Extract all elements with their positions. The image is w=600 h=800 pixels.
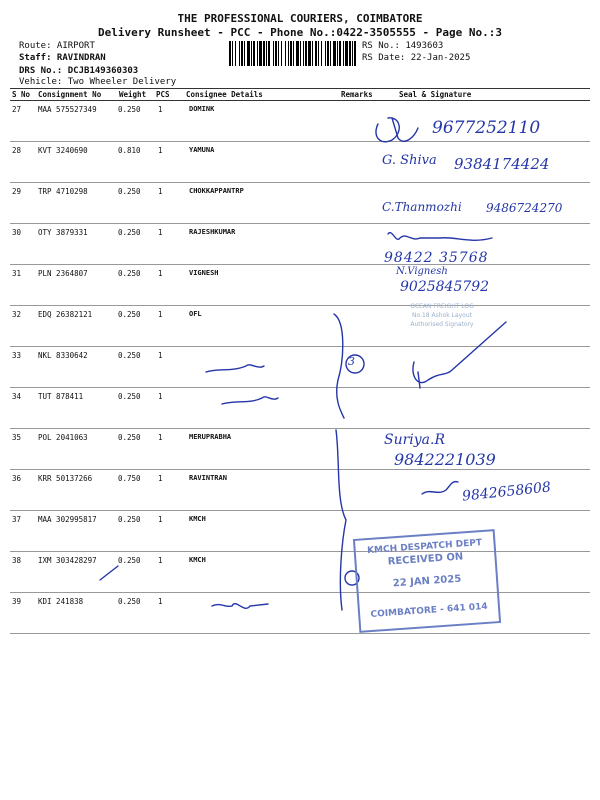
row-pcs: 1 [158, 105, 163, 114]
r29-phone-handwritten: 9486724270 [486, 201, 563, 215]
col-pcs: PCS [156, 90, 170, 99]
row-sno: 27 [12, 105, 22, 114]
col-consignment: Consignment No [38, 90, 102, 99]
seal-text-1: OCEAN FREIGHT LOG [410, 303, 474, 310]
row-weight: 0.250 [118, 556, 141, 565]
col-sno: S No [12, 90, 31, 99]
row-pcs: 1 [158, 228, 163, 237]
row-consignment: TUT 878411 [38, 392, 84, 401]
row-weight: 0.750 [118, 474, 141, 483]
seal-text-2: No.18 Ashok Layout [412, 312, 472, 319]
remark-circled-number: 3 [348, 355, 355, 368]
route-label: Route: AIRPORT [19, 41, 95, 51]
row-pcs: 1 [158, 515, 163, 524]
row-consignment: MAA 302995817 [38, 515, 97, 524]
row-consignee: KMCH [189, 515, 206, 523]
r27-signature-scribble [376, 118, 418, 142]
row-pcs: 1 [158, 187, 163, 196]
col-signature: Seal & Signature [399, 90, 472, 99]
row-weight: 0.250 [118, 597, 141, 606]
row-consignee: DOMINK [189, 105, 215, 113]
row-consignee: VIGNESH [189, 269, 219, 277]
row-consignment: KVT 3240690 [38, 146, 88, 155]
r29-name-handwritten: C.Thanmozhi [382, 200, 462, 214]
r39-dash-mark [212, 604, 268, 609]
row-sno: 31 [12, 269, 22, 278]
r31-phone-handwritten: 9025845792 [400, 279, 490, 295]
row-pcs: 1 [158, 433, 163, 442]
row-weight: 0.250 [118, 269, 141, 278]
r33-dash-mark [206, 365, 264, 372]
stamp-date: 22 JAN 2025 [392, 573, 462, 590]
remark-circle [346, 355, 364, 373]
r30-signature-scribble [388, 233, 492, 241]
row-consignee: YAMUNA [189, 146, 215, 154]
row-weight: 0.810 [118, 146, 141, 155]
row-pcs: 1 [158, 146, 163, 155]
row-sno: 28 [12, 146, 22, 155]
row-sno: 37 [12, 515, 22, 524]
row-weight: 0.250 [118, 310, 141, 319]
row-consignment: OTY 3879331 [38, 228, 88, 237]
row-weight: 0.250 [118, 515, 141, 524]
runsheet-subtitle: Delivery Runsheet - PCC - Phone No.:0422-3505555 - Page No.:3 [98, 26, 502, 39]
r35-phone-handwritten: 9842221039 [394, 450, 496, 469]
row-consignee: RAJESHKUMAR [189, 228, 236, 236]
row-pcs: 1 [158, 269, 163, 278]
r28-phone-handwritten: 9384174424 [454, 155, 550, 173]
row-pcs: 1 [158, 351, 163, 360]
row-sno: 39 [12, 597, 22, 606]
row-consignee: OFL [189, 310, 202, 318]
row-sno: 29 [12, 187, 22, 196]
stamp-line-1: KMCH DESPATCH DEPT [366, 538, 483, 557]
vehicle-label: Vehicle: Two Wheeler Delivery [19, 77, 177, 87]
row-sno: 36 [12, 474, 22, 483]
r34-dash-mark [222, 397, 278, 404]
row-weight: 0.250 [118, 351, 141, 360]
row-sno: 30 [12, 228, 22, 237]
row-weight: 0.250 [118, 187, 141, 196]
row-consignment: IXM 303428297 [38, 556, 97, 565]
seal-text-3: Authorised Signatory [410, 321, 474, 328]
row-weight: 0.250 [118, 433, 141, 442]
stamp-city: COIMBATORE - 641 014 [370, 601, 488, 621]
row-weight: 0.250 [118, 228, 141, 237]
r31-name-handwritten: N.Vignesh [396, 266, 448, 277]
row-sno: 38 [12, 556, 22, 565]
row-consignee: CHOKKAPPANTRP [189, 187, 244, 195]
row-consignment: PLN 2364807 [38, 269, 88, 278]
row-consignment: POL 2041063 [38, 433, 88, 442]
row-consignment: MAA 575527349 [38, 105, 97, 114]
r38-tick [100, 566, 118, 580]
row-consignee: MERUPRABHA [189, 433, 232, 441]
row-pcs: 1 [158, 310, 163, 319]
row-sno: 34 [12, 392, 22, 401]
r35-name-handwritten: Suriya.R [384, 432, 446, 448]
row-weight: 0.250 [118, 392, 141, 401]
row-consignee: KMCH [189, 556, 206, 564]
row-weight: 0.250 [118, 105, 141, 114]
row-pcs: 1 [158, 392, 163, 401]
row-sno: 32 [12, 310, 22, 319]
drs-label: DRS No.: DCJB149360303 [19, 66, 139, 76]
row-pcs: 1 [158, 474, 163, 483]
row-pcs: 1 [158, 556, 163, 565]
r36-signature-scribble [422, 482, 458, 494]
row-consignment: KRR 50137266 [38, 474, 93, 483]
row-consignee: RAVINTRAN [189, 474, 227, 482]
r27-phone-handwritten: 9677252110 [432, 118, 541, 138]
staff-label: Staff: RAVINDRAN [19, 53, 106, 63]
rs-number: RS No.: 1493603 [362, 41, 444, 51]
row-sno: 33 [12, 351, 22, 360]
row-consignment: TRP 4710298 [38, 187, 88, 196]
col-consignee: Consignee Details [186, 90, 263, 99]
stamp-line-2: RECEIVED ON [387, 551, 464, 568]
row-consignment: EDQ 26382121 [38, 310, 93, 319]
r30-phone-handwritten: 98422 35768 [384, 250, 489, 266]
kmch-received-stamp [353, 529, 501, 633]
row-consignment: NKL 8330642 [38, 351, 88, 360]
row-sno: 35 [12, 433, 22, 442]
r32-signature-scribble [413, 322, 506, 388]
company-title: THE PROFESSIONAL COURIERS, COIMBATORE [177, 12, 423, 25]
r36-phone-handwritten: 9842658608 [461, 479, 552, 505]
row-consignment: KDI 241838 [38, 597, 84, 606]
r28-name-handwritten: G. Shiva [382, 153, 437, 168]
rs-date: RS Date: 22-Jan-2025 [362, 53, 471, 63]
row-pcs: 1 [158, 597, 163, 606]
remark-bracket [334, 314, 346, 610]
col-weight: Weight [119, 90, 147, 99]
col-remarks: Remarks [341, 90, 373, 99]
